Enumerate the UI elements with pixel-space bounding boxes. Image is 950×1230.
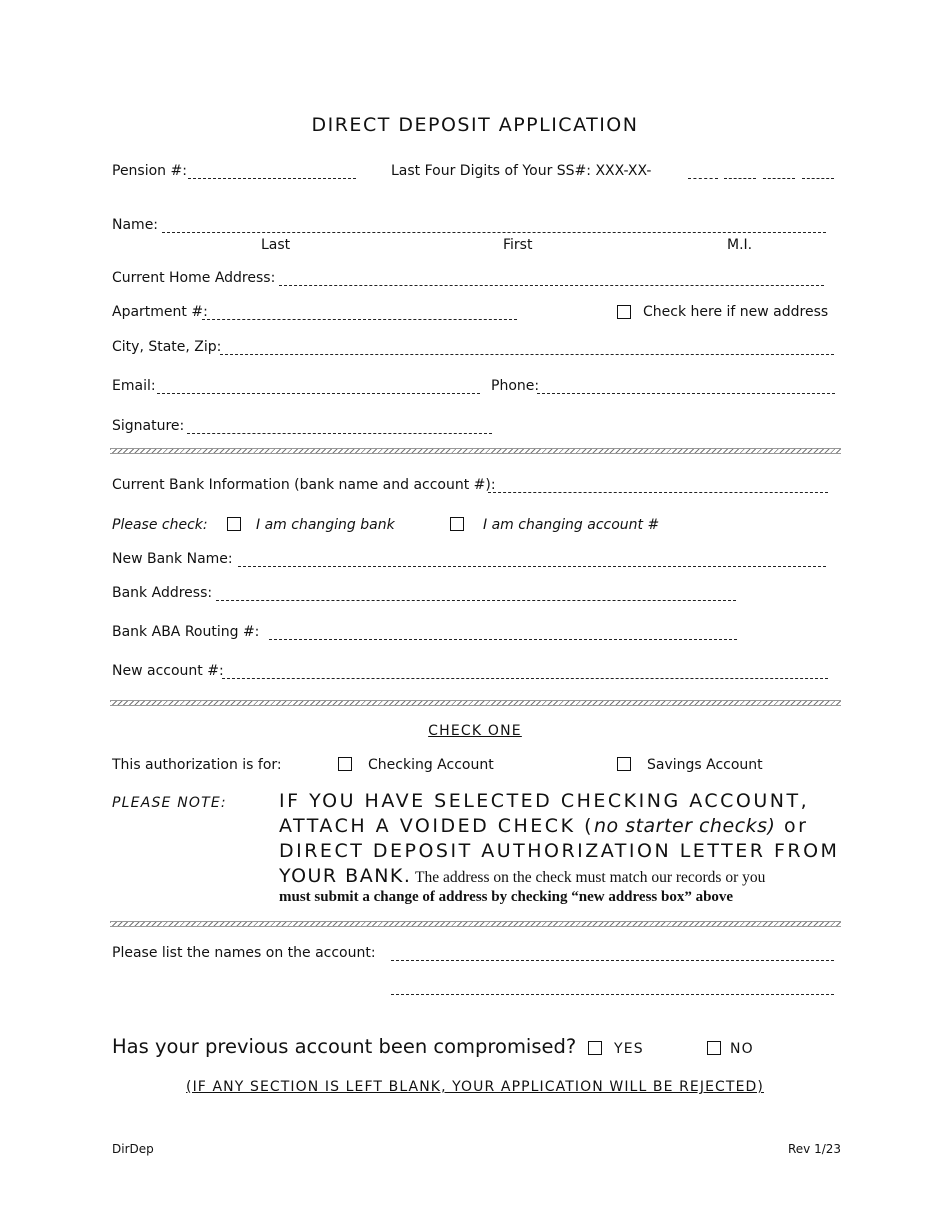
- checking-account-label: Checking Account: [368, 757, 494, 773]
- note-line-4b: The address on the check must match our records or you: [411, 869, 766, 886]
- city-state-zip-input[interactable]: [220, 342, 834, 355]
- bank-address-label: Bank Address:: [112, 585, 213, 601]
- current-bank-input[interactable]: [488, 480, 828, 493]
- pension-label: Pension #:: [112, 163, 187, 179]
- names-on-account-input-2[interactable]: [391, 982, 834, 995]
- ssn-digit-4[interactable]: [802, 166, 834, 179]
- compromised-yes-label: YES: [614, 1041, 644, 1057]
- page-title: DIRECT DEPOSIT APPLICATION: [311, 114, 639, 136]
- section-divider: [110, 921, 841, 927]
- footer-revision: Rev 1/23: [788, 1142, 842, 1156]
- email-input[interactable]: [157, 381, 480, 394]
- aba-routing-input[interactable]: [269, 627, 737, 640]
- phone-label: Phone:: [491, 378, 540, 394]
- please-check-label: Please check:: [112, 517, 208, 533]
- apartment-label: Apartment #:: [112, 304, 208, 320]
- new-bank-name-input[interactable]: [238, 554, 826, 567]
- section-divider: [110, 700, 841, 706]
- savings-account-label: Savings Account: [647, 757, 763, 773]
- authorization-label: This authorization is for:: [112, 757, 282, 773]
- ssn-digit-1[interactable]: [688, 166, 718, 179]
- savings-account-checkbox[interactable]: [617, 757, 631, 771]
- new-account-label: New account #:: [112, 663, 224, 679]
- signature-input[interactable]: [187, 421, 492, 434]
- pension-input[interactable]: [188, 166, 356, 179]
- current-bank-label: Current Bank Information (bank name and account #):: [112, 477, 496, 493]
- ssn-label: Last Four Digits of Your SS#: XXX-XX-: [391, 163, 652, 179]
- names-on-account-input-1[interactable]: [391, 948, 834, 961]
- ssn-digit-2[interactable]: [724, 166, 756, 179]
- rejection-warning: (IF ANY SECTION IS LEFT BLANK, YOUR APPLICATION WILL BE REJECTED): [186, 1079, 764, 1095]
- email-label: Email:: [112, 378, 156, 394]
- changing-bank-label: I am changing bank: [256, 517, 395, 533]
- note-line-2c: or: [775, 815, 809, 837]
- name-input[interactable]: [162, 220, 826, 233]
- note-line-4a: YOUR BANK.: [279, 865, 412, 887]
- names-on-account-label: Please list the names on the account:: [112, 945, 376, 961]
- checking-account-checkbox[interactable]: [338, 757, 352, 771]
- note-line-2: [279, 814, 808, 839]
- phone-input[interactable]: [537, 381, 835, 394]
- note-line-2b: no starter checks): [593, 815, 776, 837]
- home-address-input[interactable]: [279, 273, 824, 286]
- check-one-heading: CHECK ONE: [428, 723, 522, 739]
- compromised-no-checkbox[interactable]: [707, 1041, 721, 1055]
- new-account-input[interactable]: [222, 666, 828, 679]
- changing-account-label: I am changing account #: [483, 517, 660, 533]
- note-line-4: [279, 864, 765, 889]
- name-mi-caption: M.I.: [727, 237, 753, 253]
- name-last-caption: Last: [261, 237, 291, 253]
- section-divider: [110, 448, 841, 454]
- new-address-label: Check here if new address: [643, 304, 829, 320]
- bank-address-input[interactable]: [216, 588, 736, 601]
- note-line-1: IF YOU HAVE SELECTED CHECKING ACCOUNT,: [279, 790, 810, 812]
- note-line-2a: ATTACH A VOIDED CHECK (: [279, 815, 594, 837]
- signature-label: Signature:: [112, 418, 185, 434]
- changing-bank-checkbox[interactable]: [227, 517, 241, 531]
- aba-routing-label: Bank ABA Routing #:: [112, 624, 260, 640]
- note-line-3: DIRECT DEPOSIT AUTHORIZATION LETTER FROM: [279, 840, 840, 862]
- new-address-checkbox[interactable]: [617, 305, 631, 319]
- footer-form-code: DirDep: [112, 1142, 154, 1156]
- apartment-input[interactable]: [202, 307, 517, 320]
- home-address-label: Current Home Address:: [112, 270, 276, 286]
- changing-account-checkbox[interactable]: [450, 517, 464, 531]
- compromised-no-label: NO: [730, 1041, 754, 1057]
- compromised-question: Has your previous account been compromised?: [112, 1035, 577, 1058]
- note-line-5: must submit a change of address by checking “new address box” above: [279, 889, 734, 905]
- compromised-yes-checkbox[interactable]: [588, 1041, 602, 1055]
- name-label: Name:: [112, 217, 159, 233]
- new-bank-name-label: New Bank Name:: [112, 551, 233, 567]
- ssn-digit-3[interactable]: [763, 166, 795, 179]
- please-note-label: PLEASE NOTE:: [112, 795, 227, 811]
- city-state-zip-label: City, State, Zip:: [112, 339, 222, 355]
- name-first-caption: First: [503, 237, 533, 253]
